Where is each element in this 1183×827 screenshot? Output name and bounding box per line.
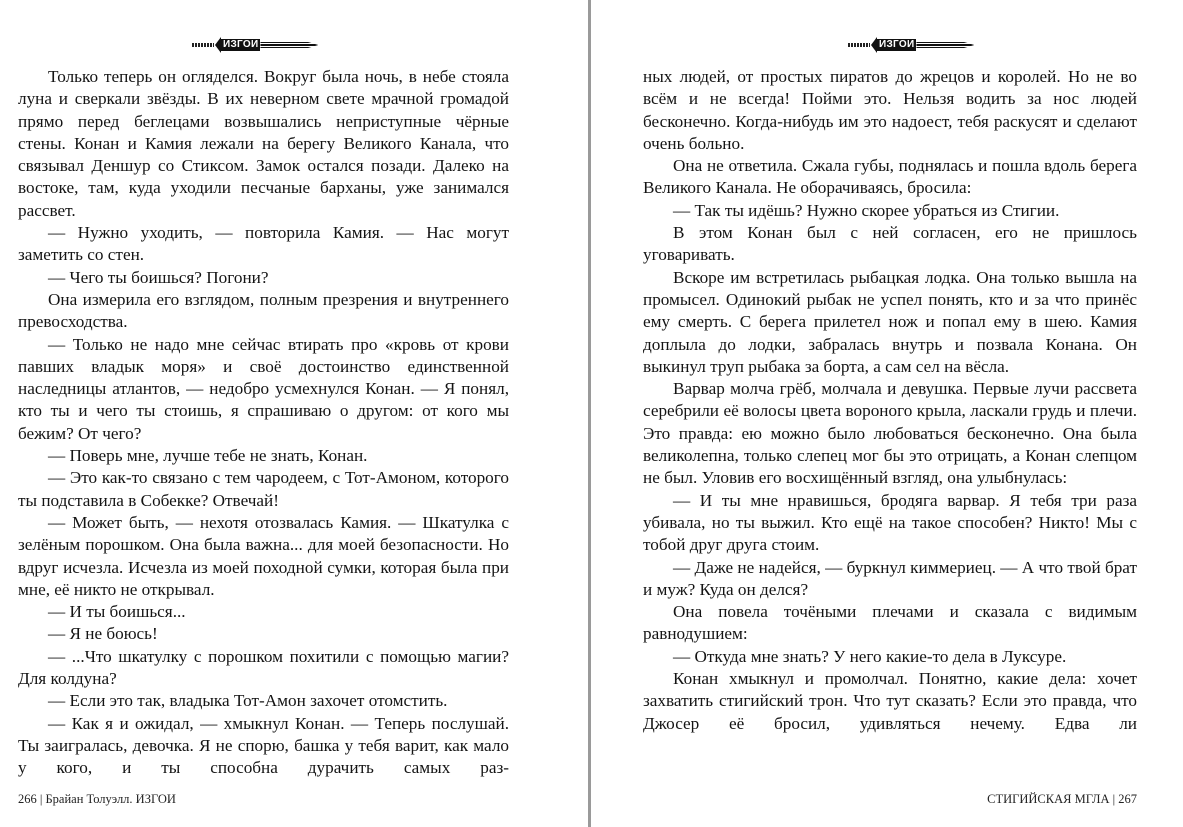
paragraph: — Так ты идёшь? Нужно скорее убраться из Стигии. — [673, 200, 1060, 220]
paragraph: ных людей, от простых пиратов до жрецов и королей. Но не во всём и не всегда! Пойми это. Нельзя водить за нос людей бесконечно. Когда-нибудь им это надоест, тебя раскусят и сделают очень больно. — [643, 67, 1137, 153]
footer-left: 266 | Брайан Толуэлл. ИЗГОИ — [18, 792, 176, 806]
paragraph: — Поверь мне, лучше тебе не знать, Конан. — [48, 446, 368, 466]
sword-blade-icon — [916, 42, 974, 48]
paragraph: Варвар молча грёб, молчала и девушка. Первые лучи рассвета серебрили её волосы цвета вороного крыла, ласкали грудь и плечи. Это правда: ею можно было любоваться бесконечно. Она была великолепна, только слепец мог бы это отрицать, а Конан слепцом не был. Уловив его восхищённый взгляд, она улыбнулась: — [643, 379, 1137, 488]
sword-hilt-icon — [848, 43, 870, 47]
sword-blade-icon — [260, 42, 318, 48]
page-divider — [588, 0, 591, 827]
left-page — [0, 0, 588, 827]
paragraph: — Откуда мне знать? У него какие-то дела в Луксуре. — [673, 646, 1067, 666]
paragraph: — Если это так, владыка Тот-Амон захочет отомстить. — [48, 691, 448, 711]
paragraph: Конан хмыкнул и промолчал. Понятно, какие дела: хочет захватить стигийский трон. Что тут сказать? Если это правда, что Джосер её бросил, удивляться нечему. Едва ли — [643, 669, 1137, 733]
paragraph: — Как я и ожидал, — хмыкнул Конан. — Теперь послушай. Ты заигралась, девочка. Я не спорю, башка у тебя варит, как мало у кого, и ты способна дурачить самых раз- — [18, 713, 509, 778]
running-header-left — [192, 35, 318, 55]
header-title: ИЗГОИ — [879, 39, 915, 50]
paragraph: Она измерила его взглядом, полным презрения и внутреннего превосходства. — [18, 289, 509, 332]
paragraph: — Это как-то связано с тем чародеем, с Тот-Амоном, которого ты подставила в Собекке? Отвечай! — [18, 468, 509, 510]
footer-right: СТИГИЙСКАЯ МГЛА | 267 — [987, 792, 1137, 806]
paragraph: — ...Что шкатулку с порошком похитили с помощью магии? Для колдуна? — [18, 646, 509, 689]
running-header-right — [848, 35, 974, 55]
sword-hilt-icon — [192, 43, 214, 47]
paragraph: — Чего ты боишься? Погони? — [48, 267, 269, 287]
paragraph: — И ты боишься... — [48, 602, 186, 622]
sword-ornament-icon — [192, 35, 318, 55]
paragraph: Вскоре им встретилась рыбацкая лодка. Она только вышла на промысел. Одинокий рыбак не успел понять, кто и за что принёс ему смерть. С берега прилетел нож и попал ему в шею. Камия доплыла до лодки, забралась внутрь и позвала Конана. Он выкинул труп рыбака за борта, а сам сел на вёсла. — [643, 267, 1137, 376]
body-text-right — [643, 66, 1137, 735]
paragraph: — Я не боюсь! — [48, 624, 158, 644]
right-page — [592, 0, 1183, 827]
sword-ornament-icon — [848, 35, 974, 55]
header-title: ИЗГОИ — [223, 39, 259, 50]
paragraph: — Может быть, — нехотя отозвалась Камия. — Шкатулка с зелёным порошком. Она была важна... для моей безопасности. Но вдруг исчезла. Исчезла из моей походной сумки, которая была при мне, её никто не открывал. — [18, 512, 509, 599]
paragraph: Она повела точёными плечами и сказала с видимым равнодушием: — [643, 602, 1137, 644]
paragraph: В этом Конан был с ней согласен, его не пришлось уговаривать. — [643, 223, 1137, 265]
paragraph: — Только не надо мне сейчас втирать про «кровь от крови павших владык моря» и своё достоинство единственной наследницы атлантов, — недобро усмехнулся Конан. — Я понял, кто ты и чего ты стоишь, я спрашиваю о другом: от кого мы бежим? От чего? — [18, 334, 509, 443]
paragraph: Только теперь он огляделся. Вокруг была ночь, в небе стояла луна и сверкали звёзды. В их неверном свете мрачной громадой прямо перед беглецами возвышались неприступные чёрные стены. Конан и Камия лежали на берегу Великого Канала, что связывал Деншур со Стиксом. Замок остался позади. Далеко на востоке, там, куда уходили песчаные барханы, уже занимался рассвет. — [18, 67, 509, 220]
paragraph: — И ты мне нравишься, бродяга варвар. Я тебя три раза убивала, но ты выжил. Кто ещё на такое способен? Никто! Мы с тобой друг друга стоим. — [643, 490, 1137, 555]
paragraph: Она не ответила. Сжала губы, поднялась и пошла вдоль берега Великого Канала. Не оборачиваясь, бросила: — [643, 156, 1137, 198]
paragraph: — Нужно уходить, — повторила Камия. — Нас могут заметить со стен. — [18, 223, 509, 265]
body-text-left — [18, 66, 509, 780]
paragraph: — Даже не надейся, — буркнул киммериец. — А что твой брат и муж? Куда он делся? — [643, 557, 1137, 599]
